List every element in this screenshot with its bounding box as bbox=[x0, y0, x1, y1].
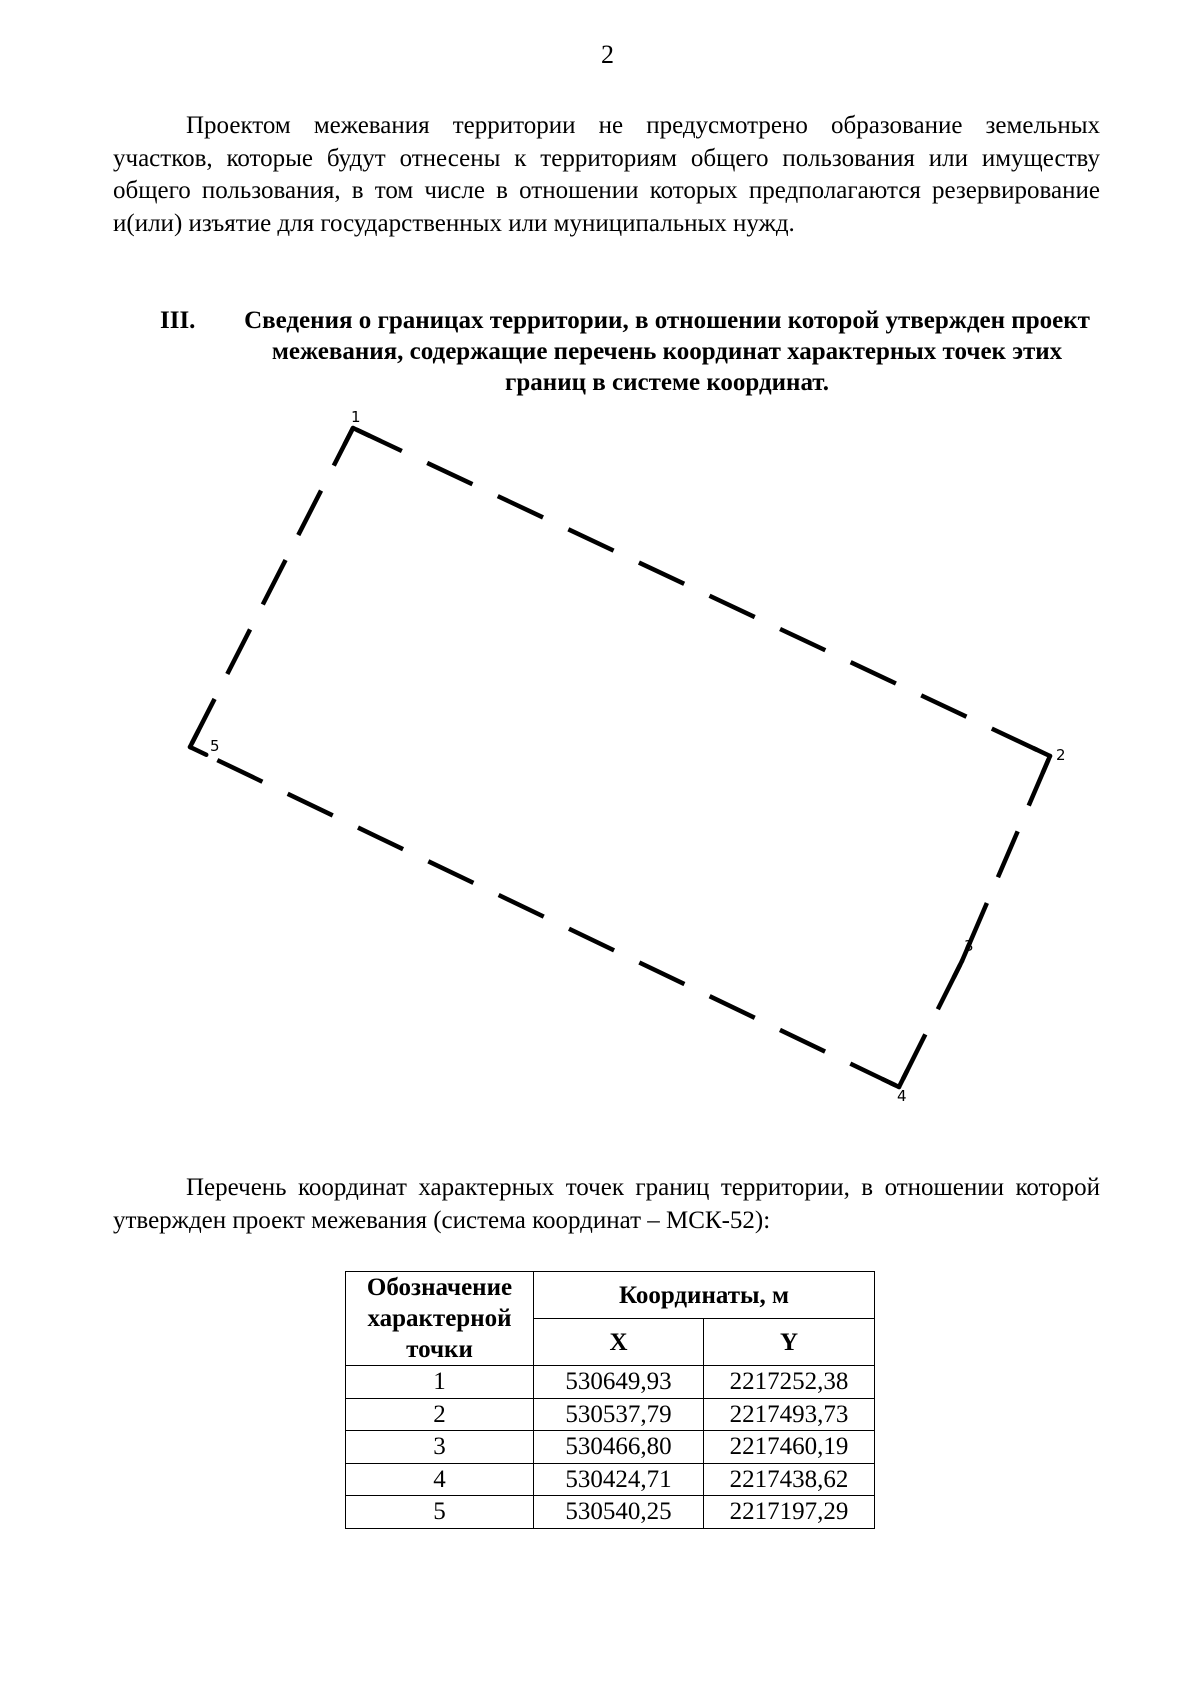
x-cell: 530424,71 bbox=[534, 1463, 704, 1496]
vertex-tick bbox=[954, 961, 962, 977]
x-cell: 530540,25 bbox=[534, 1496, 704, 1529]
table-row bbox=[346, 1463, 875, 1496]
boundary-polygon bbox=[190, 428, 1050, 1087]
boundary-edge bbox=[962, 756, 1050, 961]
x-cell: 530466,80 bbox=[534, 1431, 704, 1464]
boundary-edge bbox=[190, 747, 899, 1087]
coordinates-paragraph: Перечень координат характерных точек границ территории, в отношении которой утвержден проект межевания (система координат – МСК-52): bbox=[113, 1174, 1100, 1234]
y-cell: 2217438,62 bbox=[704, 1463, 875, 1496]
boundary-diagram bbox=[0, 400, 1200, 1140]
point-label-4: 4 bbox=[897, 1087, 907, 1105]
table-body bbox=[346, 1366, 875, 1529]
page-number: 2 bbox=[601, 40, 614, 69]
section-title: Сведения о границах территории, в отношении которой утвержден проект межевания, содержащие перечень координат характерных точек этих границ в системе координат. bbox=[244, 307, 1090, 396]
vertex-tick bbox=[353, 428, 369, 436]
point-cell: 4 bbox=[346, 1463, 534, 1496]
vertex-tick bbox=[883, 1079, 899, 1087]
header-point: Обозначение характерной точки bbox=[346, 1272, 534, 1366]
x-cell: 530537,79 bbox=[534, 1398, 704, 1431]
table-row bbox=[346, 1496, 875, 1529]
table-header-row bbox=[346, 1272, 875, 1319]
y-cell: 2217493,73 bbox=[704, 1398, 875, 1431]
table-row bbox=[346, 1366, 875, 1399]
boundary-edge bbox=[190, 428, 353, 747]
header-x: X bbox=[534, 1319, 704, 1366]
point-labels bbox=[210, 408, 1066, 1105]
table-row bbox=[346, 1398, 875, 1431]
point-cell: 3 bbox=[346, 1431, 534, 1464]
point-label-1: 1 bbox=[351, 408, 361, 426]
coordinates-table bbox=[345, 1271, 875, 1529]
point-label-2: 2 bbox=[1056, 746, 1066, 764]
vertex-tick bbox=[190, 731, 198, 747]
header-coordinates: Координаты, м bbox=[534, 1272, 875, 1319]
table-row bbox=[346, 1431, 875, 1464]
intro-paragraph: Проектом межевания территории не предусмотрено образование земельных участков, которые будут отнесены к территориям общего пользования или имуществу общего пользования, в том числе в отношении которых предполагаются резервирование и(или) изъятие для государственных или муниципальных нужд. bbox=[113, 112, 1100, 237]
y-cell: 2217252,38 bbox=[704, 1366, 875, 1399]
point-cell: 5 bbox=[346, 1496, 534, 1529]
y-cell: 2217197,29 bbox=[704, 1496, 875, 1529]
boundary-edge bbox=[899, 961, 962, 1087]
section-number: III. bbox=[160, 307, 196, 334]
vertex-tick bbox=[1034, 748, 1050, 756]
point-cell: 1 bbox=[346, 1366, 534, 1399]
point-label-5: 5 bbox=[210, 737, 220, 755]
x-cell: 530649,93 bbox=[534, 1366, 704, 1399]
vertex-tick bbox=[345, 428, 353, 444]
vertex-tick bbox=[190, 747, 206, 755]
y-cell: 2217460,19 bbox=[704, 1431, 875, 1464]
point-label-3: 3 bbox=[964, 937, 974, 955]
point-cell: 2 bbox=[346, 1398, 534, 1431]
header-y: Y bbox=[704, 1319, 875, 1366]
boundary-edge bbox=[353, 428, 1050, 756]
vertex-tick bbox=[1043, 756, 1050, 773]
vertex-tick bbox=[899, 1071, 907, 1087]
